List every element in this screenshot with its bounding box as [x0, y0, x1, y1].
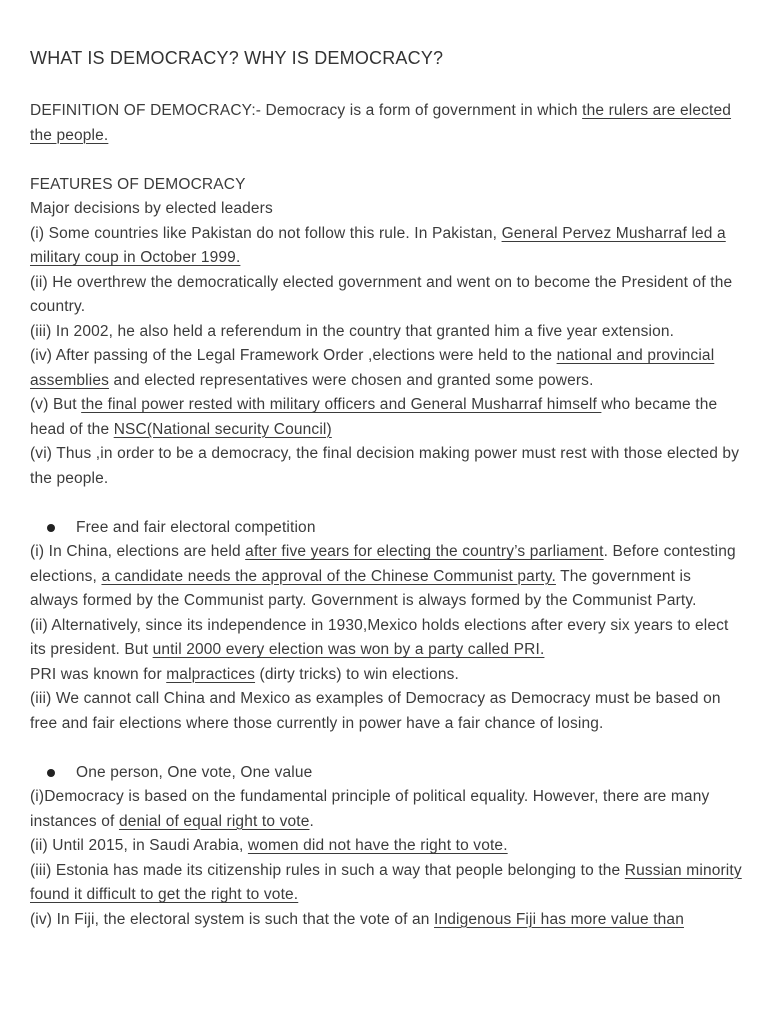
underlined-segment: denial of equal right to vote	[118, 812, 310, 830]
underlined-segment: Russian minority found it difficult to get the right to vote.	[30, 861, 742, 903]
text-segment: (iii) Estonia has made its citizenship rules in such a way that people belonging to the	[30, 861, 625, 879]
features-heading: FEATURES OF DEMOCRACY	[30, 175, 246, 193]
electoral-point-2	[30, 614, 742, 663]
bullet-vote	[30, 761, 742, 786]
bullet-label: One person, One vote, One value	[76, 763, 313, 781]
text-segment: (iv) After passing of the Legal Framework Order ,elections were held to the	[30, 347, 557, 364]
text-segment: (ii) Alternatively, since its independence in 1930,Mexico holds elections after every six years to elect its president. But	[30, 616, 729, 658]
bullet-dot-icon	[47, 524, 55, 532]
features-point-3: (iii) In 2002, he also held a referendum in the country that granted him a five year extension.	[30, 322, 675, 340]
bullet-label: Free and fair electoral competition	[76, 518, 316, 536]
vote-point-1	[30, 785, 742, 834]
features-point-1	[30, 222, 742, 271]
definition-text: DEFINITION OF DEMOCRACY:- Democracy is a form of government in which	[30, 102, 583, 119]
vote-point-3	[30, 859, 742, 908]
text-segment: and elected representatives were chosen and granted some powers.	[109, 371, 594, 389]
underlined-segment: women did not have the right to vote.	[247, 837, 508, 854]
text-segment: (ii) Until 2015, in Saudi Arabia,	[30, 837, 248, 854]
text-segment: who became the head of the	[30, 396, 718, 438]
page-title: WHAT IS DEMOCRACY? WHY IS DEMOCRACY?	[30, 48, 444, 68]
underlined-segment: the final power rested with military officers and General Musharraf himself	[81, 396, 602, 413]
electoral-point-3	[30, 663, 742, 688]
underlined-segment: after five years for electing the country’s parliament	[245, 543, 604, 560]
text-segment: (i) Some countries like Pakistan do not follow this rule. In Pakistan,	[30, 224, 502, 242]
bullet-electoral	[30, 516, 742, 541]
text-segment: .	[309, 812, 314, 830]
underlined-segment: General Pervez Musharraf led a military coup in October 1999.	[30, 224, 726, 266]
text-segment: (iv) In Fiji, the electoral system is such that the vote of an	[30, 910, 435, 928]
features-point-2: (ii) He overthrew the democratically elected government and went on to become the President of the country.	[30, 273, 733, 315]
underlined-segment: national and provincial assemblies	[30, 347, 715, 389]
text-segment: The government is always formed by the Communist party. Government is always formed by the Communist Party.	[30, 567, 697, 609]
underlined-segment: Indigenous Fiji has more value than	[434, 910, 684, 928]
vote-point-2	[30, 834, 742, 859]
features-point-6: (vi) Thus ,in order to be a democracy, the final decision making power must rest with those elected by the people.	[30, 445, 740, 487]
text-segment: . Before contesting elections,	[30, 543, 736, 585]
document-body	[30, 99, 742, 932]
text-segment: (v) But	[30, 396, 82, 413]
text-segment: PRI was known for	[30, 665, 167, 683]
electoral-point-1	[30, 540, 742, 614]
underlined-segment: a candidate needs the approval of the Chinese Communist party.	[101, 567, 556, 585]
definition-paragraph	[30, 99, 742, 148]
underlined-segment: NSC(National security Council)	[113, 420, 332, 438]
text-segment: (dirty tricks) to win elections.	[255, 665, 459, 683]
spacer	[30, 491, 742, 516]
features-point-5	[30, 393, 742, 442]
text-segment: (i) In China, elections are held	[30, 543, 246, 560]
vote-point-4	[30, 908, 742, 933]
definition-underlined: the rulers are elected the people.	[30, 102, 732, 144]
text-segment: (i)Democracy is based on the fundamental principle of political equality. However, there are many instances of	[30, 788, 710, 830]
spacer	[30, 736, 742, 761]
features-subheading: Major decisions by elected leaders	[30, 200, 273, 217]
underlined-segment: malpractices	[166, 665, 256, 683]
features-point-4	[30, 344, 742, 393]
underlined-segment: until 2000 every election was won by a party called PRI.	[152, 641, 545, 658]
electoral-point-4: (iii) We cannot call China and Mexico as examples of Democracy as Democracy must be based on free and fair elections where those currently in power have a fair chance of losing.	[30, 690, 721, 732]
spacer	[30, 148, 742, 173]
bullet-dot-icon	[47, 769, 55, 777]
